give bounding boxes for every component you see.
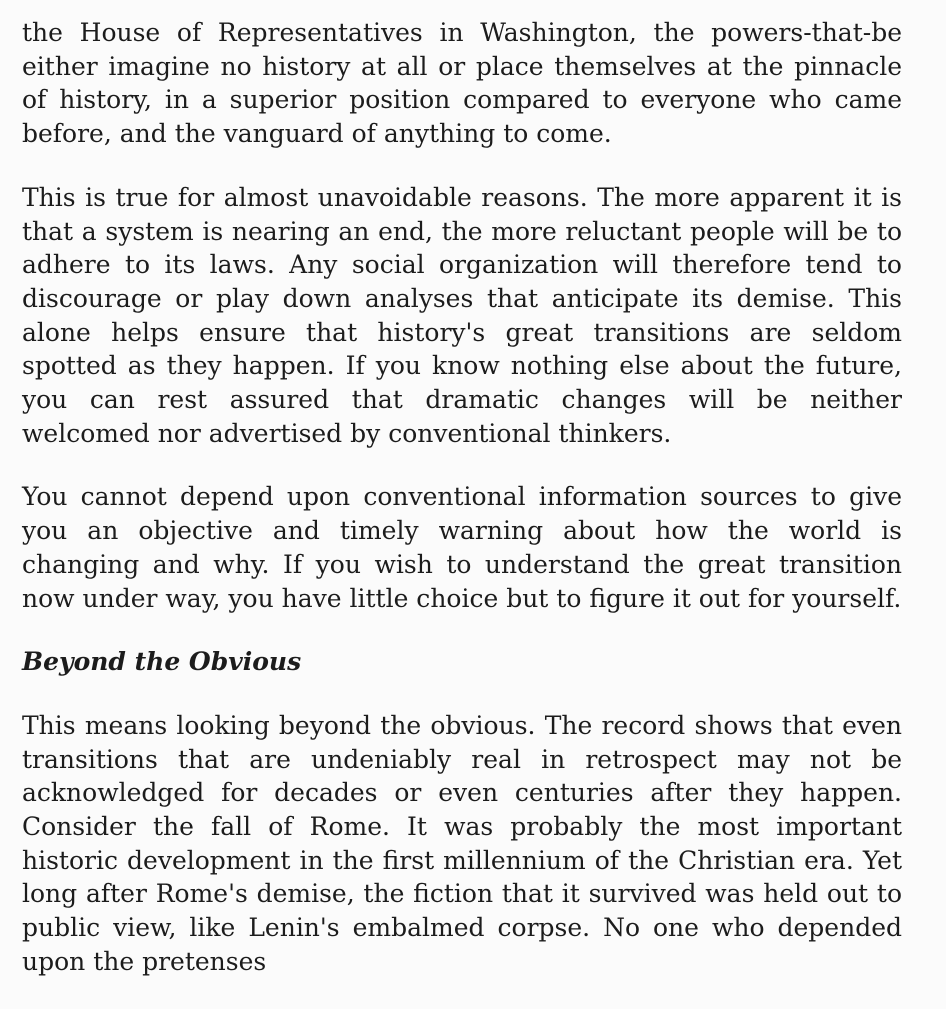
section-heading: Beyond the Obvious <box>22 647 302 677</box>
document-page <box>22 16 902 1009</box>
paragraph-3: You cannot depend upon conventional information sources to give you an objective and timely warning about how the world is changing and why. If you wish to understand the great transition now under way, you have little choice but to figure it out for yourself. <box>22 482 902 613</box>
paragraph-2: This is true for almost unavoidable reasons. The more apparent it is that a system is nearing an end, the more reluctant people will be to adhere to its laws. Any social organization will therefore tend to discourage or play down analyses that anticipate its demise. This alone helps ensure that history's great transitions are seldom spotted as they happen. If you know nothing else about the future, you can rest assured that dramatic changes will be neither welcomed nor advertised by conventional thinkers. <box>22 182 902 448</box>
paragraph-1: the House of Representatives in Washington, the powers-that-be either imagine no history at all or place themselves at the pinnacle of history, in a superior position compared to everyone who came before, and the vanguard of anything to come. <box>22 18 902 149</box>
paragraph-4: This means looking beyond the obvious. The record shows that even transitions that are undeniably real in retrospect may not be acknowledged for decades or even centuries after they happen. Consider the fall of Rome. It was probably the most important historic development in the first millennium of the Christian era. Yet long after Rome's demise, the fiction that it survived was held out to public view, like Lenin's embalmed corpse. No one who depended upon the pretenses <box>22 710 902 976</box>
